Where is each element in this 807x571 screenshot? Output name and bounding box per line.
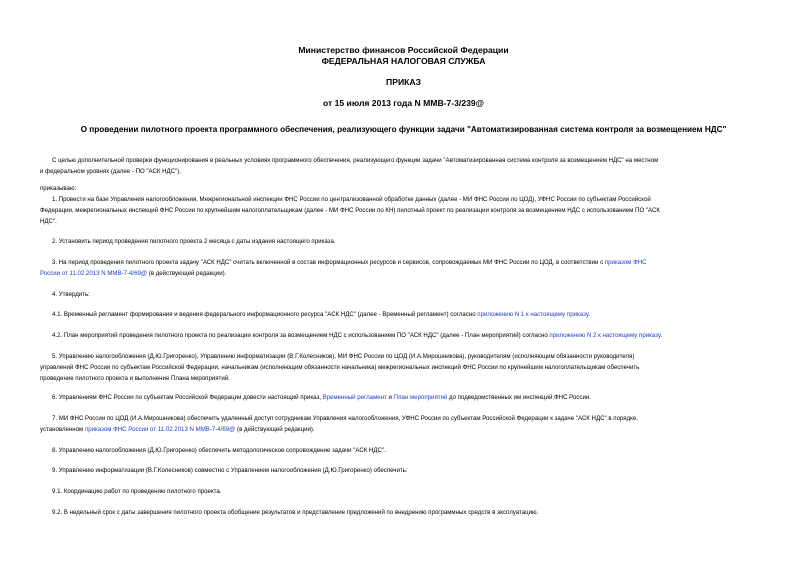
intro-line: и федеральном уровнях (далее - ПО "АСК НДС"), [40, 167, 181, 175]
action-plan-link[interactable]: План мероприятий [393, 394, 448, 401]
doc-type: ПРИКАЗ [386, 77, 421, 87]
paragraph-9-2: 9.2. В недельный срок с даты завершения пилотного проекта обобщение результатов и представление предложений по внедрению программных средств в эксплуатацию. [52, 509, 539, 516]
paragraph-6: 6. Управлениям ФНС России по субъектам Российской Федерации довести настоящий приказ, Временный регламент и План мероприятий до подведомственных им инспекций ФНС России. [52, 394, 591, 401]
ministry-name: Министерство финансов Российской Федерации [298, 45, 509, 55]
intro-line: С целью дополнительной проверки функционирования в реальных условиях программного обеспечения, реализующего функции задачи "Автоматизированная система контроля за возмещением НДС" на местном [52, 157, 659, 164]
paragraph-line: проведение пилотного проекта и выполнение Плана мероприятий. [40, 374, 230, 382]
paragraph-8: 8. Управлению налогообложения (Д.Ю.Григоренко) обеспечить методологическое сопровождение задачи "АСК НДС". [52, 447, 386, 454]
paragraph-line: управлений ФНС России по субъектам Российской Федерации, начальникам (исполняющим обязанности начальника) межрегиональных инспекций ФНС России по крупнейшим налогоплательщикам обеспечить [40, 363, 640, 371]
paragraph-line: Федерации, межрегиональных инспекций ФНС России по крупнейшим налогоплательщикам (далее - МИ ФНС России по КН) пилотный проект по реализации контроля за возмещением НДС с использованием ПО "АСК [40, 206, 660, 214]
doc-date-number: от 15 июля 2013 года N ММВ-7-3/239@ [322, 98, 485, 108]
order-link[interactable]: приказом ФНС России от 11.02.2013 N ММВ-7-4/69@ [84, 425, 236, 433]
document-title: О проведении пилотного проекта программного обеспечения, реализующего функции задачи "Автоматизированная система контроля за возмещением НДС" [80, 125, 727, 134]
paragraph-3 [40, 258, 771, 280]
paragraph-line: 3. На период проведения пилотного проекта задачу "АСК НДС" считать включенной в состав информационных ресурсов и сервисов, сопровождаемых МИ ФНС России по ЦОД, в соответствии с приказом ФНС [52, 259, 647, 266]
paragraph-2: 2. Установить период проведения пилотного проекта 2 месяца с даты издания настоящего приказа. [52, 238, 336, 245]
paragraph-4-1: 4.1. Временный регламент формирования и ведения федерального информационного ресурса "АСК НДС" (далее - Временный регламент) согласно приложению N 1 к настоящему приказу. [52, 311, 590, 318]
appendix-2-link[interactable]: приложению N 2 к настоящему приказу [549, 332, 661, 339]
paragraph-9-1: 9.1. Координацию работ по проведению пилотного проекта. [52, 488, 222, 495]
paragraph-7 [40, 414, 771, 436]
order-link[interactable]: приказом ФНС [604, 259, 647, 266]
service-name: ФЕДЕРАЛЬНАЯ НАЛОГОВАЯ СЛУЖБА [321, 56, 486, 66]
paragraph-9: 9. Управлению информатизации (В.Г.Колесников) совместно с Управлением налогообложения (Д.Ю.Григоренко) обеспечить: [52, 467, 408, 474]
intro-paragraph [40, 156, 771, 178]
paragraph-line: 5. Управлению налогообложения (Д.Ю.Григоренко), Управлению информатизации (В.Г.Колесников), МИ ФНС России по ЦОД (И.А.Мирошникова), руководителям (исполняющим обязанности руководителя) [52, 353, 635, 360]
regulation-link[interactable]: Временный регламент [322, 394, 387, 401]
paragraph-line: России от 11.02.2013 N ММВ-7-4/69@ (в действующей редакции). [40, 269, 227, 277]
paragraph-line: НДС". [40, 217, 57, 225]
paragraph-5 [40, 352, 771, 384]
paragraph-line: установленном приказом ФНС России от 11.02.2013 N ММВ-7-4/69@ (в действующей редакции). [40, 425, 315, 433]
paragraph-line: 1. Провести на базе Управления налогообложения, Межрегиональной инспекции ФНС России по централизованной обработке данных (далее - МИ ФНС России по ЦОД), УФНС России по субъектам Российской [52, 196, 651, 203]
appendix-1-link[interactable]: приложению N 1 к настоящему приказу [477, 311, 589, 318]
paragraph-4-2: 4.2. План мероприятий проведения пилотного проекта по реализации контроля за возмещением НДС с использованием ПО "АСК НДС" (далее - План мероприятий) согласно приложению N 2 к настоящему приказу. [52, 332, 663, 339]
paragraph-line: 7. МИ ФНС России по ЦОД (И.А.Мирошникова) обеспечить удаленный доступ сотрудникам Управления налогообложения, УФНС России по субъектам Российской Федерации к задаче "АСК НДС" в порядке, [52, 415, 638, 422]
order-link[interactable]: России от 11.02.2013 N ММВ-7-4/69@ [40, 269, 148, 277]
paragraph-1 [40, 195, 771, 227]
paragraph-4: 4. Утвердить: [52, 291, 90, 298]
orders-line: приказываю: [40, 185, 77, 192]
